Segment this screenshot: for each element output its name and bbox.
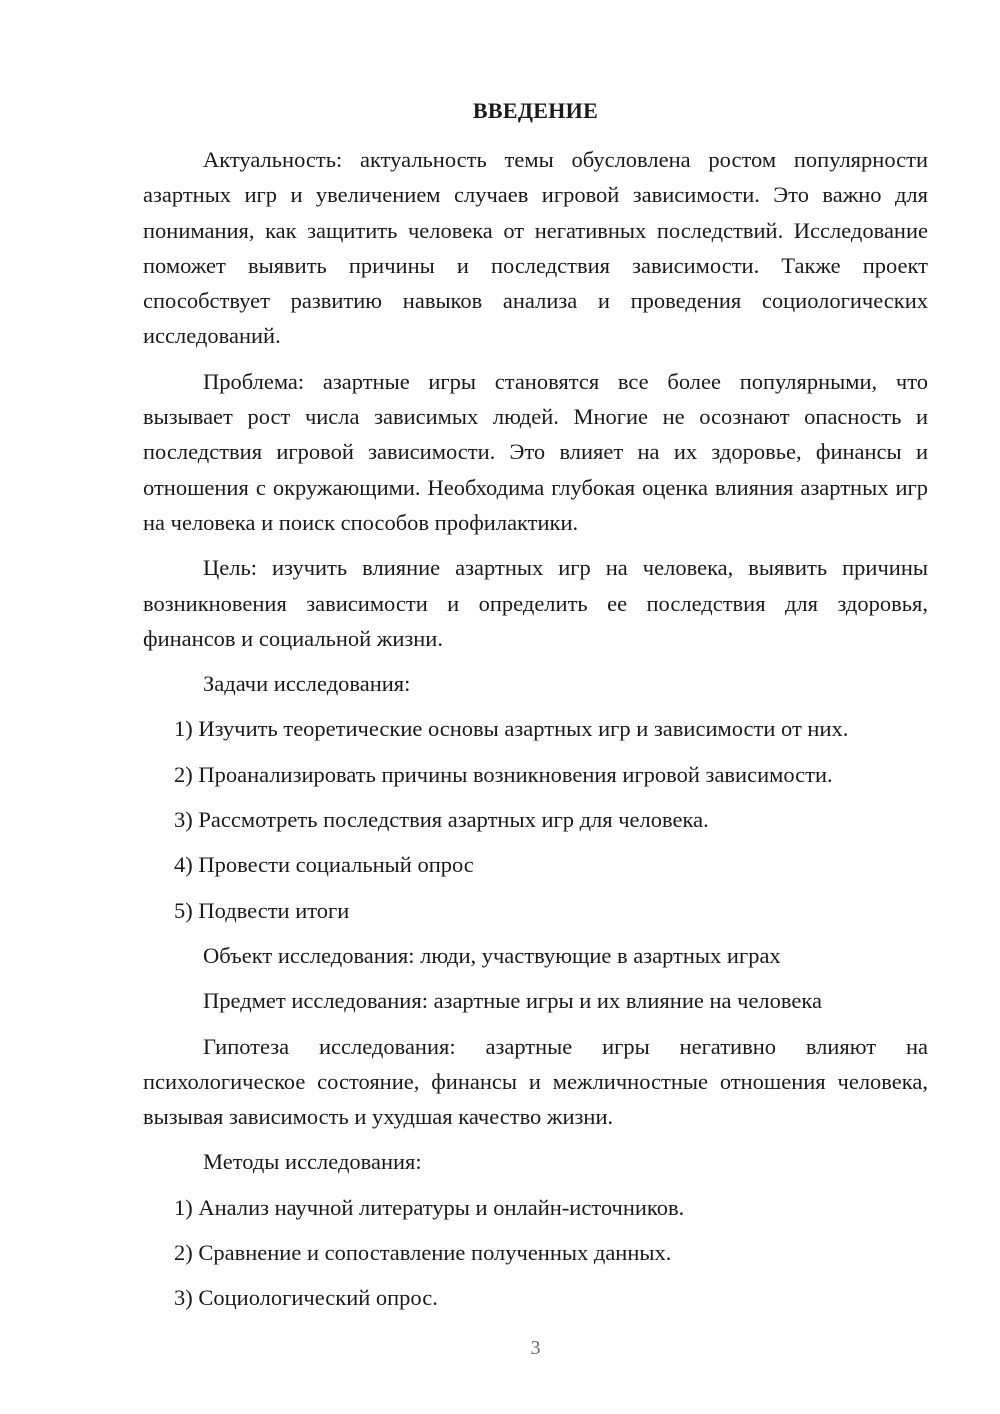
page-number: 3 bbox=[530, 1337, 541, 1359]
hypothesis-paragraph: Гипотеза исследования: азартные игры негативно влияют на психологическое состояние, финансы и межличностные отношения человека, вызывая зависимость и ухудшая качество жизни. bbox=[143, 1033, 928, 1130]
object-paragraph: Объект исследования: люди, участвующие в азартных играх bbox=[203, 942, 781, 968]
methods-heading: Методы исследования: bbox=[203, 1149, 422, 1175]
section-title: ВВЕДЕНИЕ bbox=[472, 98, 599, 123]
task-item-3: 3) Рассмотреть последствия азартных игр для человека. bbox=[174, 807, 709, 833]
method-item-2: 2) Сравнение и сопоставление полученных данных. bbox=[174, 1240, 672, 1266]
subject-paragraph: Предмет исследования: азартные игры и их влияние на человека bbox=[203, 988, 822, 1014]
method-item-1: 1) Анализ научной литературы и онлайн-источников. bbox=[174, 1194, 685, 1220]
document-page bbox=[143, 0, 928, 1414]
task-item-1: 1) Изучить теоретические основы азартных игр и зависимости от них. bbox=[174, 716, 849, 742]
tasks-heading: Задачи исследования: bbox=[203, 671, 411, 697]
method-item-3: 3) Социологический опрос. bbox=[174, 1285, 438, 1311]
document-body bbox=[143, 142, 928, 1326]
task-item-2: 2) Проанализировать причины возникновения игровой зависимости. bbox=[174, 761, 833, 787]
task-item-5: 5) Подвести итоги bbox=[174, 897, 350, 923]
relevance-paragraph: Актуальность: актуальность темы обусловлена ростом популярности азартных игр и увеличением случаев игровой зависимости. Это важно для понимания, как защитить человека от негативных последствий. Исследование поможет выявить причины и последствия зависимости. Также проект способствует развитию навыков анализа и проведения социологических исследований. bbox=[143, 147, 928, 349]
goal-paragraph: Цель: изучить влияние азартных игр на человека, выявить причины возникновения зависимости и определить ее последствия для здоровья, финансов и социальной жизни. bbox=[143, 555, 928, 651]
task-item-4: 4) Провести социальный опрос bbox=[174, 852, 474, 878]
problem-paragraph: Проблема: азартные игры становятся все более популярными, что вызывает рост числа зависимых людей. Многие не осознают опасность и последствия игровой зависимости. Это влияет на их здоровье, финансы и отношения с окружающими. Необходима глубокая оценка влияния азартных игр на человека и поиск способов профилактики. bbox=[143, 368, 928, 535]
